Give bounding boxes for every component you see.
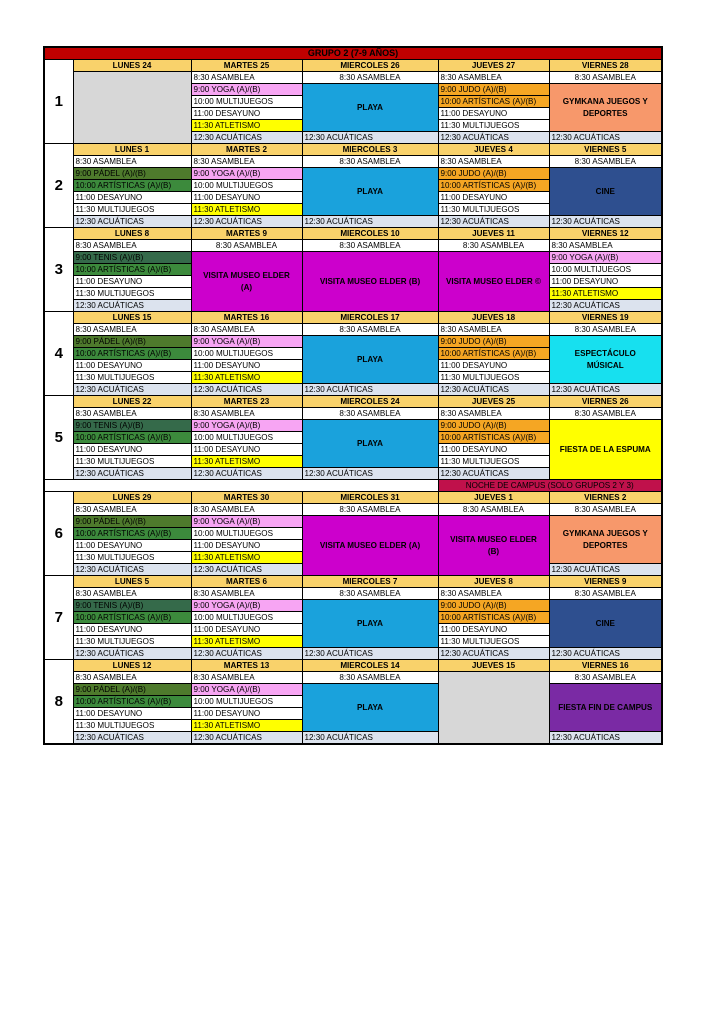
activity-slot: 8:30 ASAMBLEA (302, 588, 438, 600)
activity-slot: 10:00 ARTÍSTICAS (A)/(B) (73, 612, 191, 624)
activity-slot: 10:00 ARTÍSTICAS (A)/(B) (73, 264, 191, 276)
schedule-row (44, 240, 662, 252)
activity-slot: 11:00 DESAYUNO (191, 360, 302, 372)
schedule-row (44, 600, 662, 612)
day-header: MARTES 16 (191, 312, 302, 324)
activity-slot: 12:30 ACUÁTICAS (73, 564, 191, 576)
day-header: MIERCOLES 3 (302, 144, 438, 156)
day-header: LUNES 8 (73, 228, 191, 240)
day-header: LUNES 5 (73, 576, 191, 588)
day-header: MIERCOLES 14 (302, 660, 438, 672)
activity-slot: 9:00 PÁDEL (A)/(B) (73, 684, 191, 696)
empty-block (438, 672, 549, 745)
activity-slot: 9:00 TENIS (A)/(B) (73, 600, 191, 612)
activity-slot: 11:00 DESAYUNO (191, 108, 302, 120)
day-header: VIERNES 19 (549, 312, 662, 324)
activity-slot: 9:00 JUDO (A)/(B) (438, 420, 549, 432)
activity-slot: 11:30 ATLETISMO (549, 288, 662, 300)
day-header: JUEVES 25 (438, 396, 549, 408)
activity-slot: 8:30 ASAMBLEA (302, 240, 438, 252)
day-header: MARTES 9 (191, 228, 302, 240)
activity-slot: 8:30 ASAMBLEA (549, 672, 662, 684)
special-activity: PLAYA (302, 420, 438, 468)
activity-slot: 10:00 MULTIJUEGOS (191, 528, 302, 540)
day-header: JUEVES 15 (438, 660, 549, 672)
activity-slot: 8:30 ASAMBLEA (302, 504, 438, 516)
activity-slot: 11:30 ATLETISMO (191, 120, 302, 132)
activity-slot: 12:30 ACUÁTICAS (73, 732, 191, 745)
activity-slot: 11:00 DESAYUNO (73, 708, 191, 720)
activity-slot: 11:30 MULTIJUEGOS (438, 120, 549, 132)
special-activity: PLAYA (302, 336, 438, 384)
special-activity: PLAYA (302, 600, 438, 648)
day-header: LUNES 15 (73, 312, 191, 324)
activity-slot: 8:30 ASAMBLEA (191, 324, 302, 336)
special-activity: VISITA MUSEO ELDER (A) (191, 252, 302, 312)
activity-slot: 9:00 YOGA (A)/(B) (191, 684, 302, 696)
activity-slot: 8:30 ASAMBLEA (549, 240, 662, 252)
special-activity: PLAYA (302, 168, 438, 216)
schedule-row (44, 672, 662, 684)
activity-slot: 9:00 JUDO (A)/(B) (438, 84, 549, 96)
page-title: GRUPO 2 (7-9 AÑOS) (44, 47, 662, 60)
day-header: LUNES 12 (73, 660, 191, 672)
schedule-row (44, 408, 662, 420)
activity-slot: 11:30 MULTIJUEGOS (73, 456, 191, 468)
day-header: MARTES 30 (191, 492, 302, 504)
special-activity: CINE (549, 168, 662, 216)
activity-slot: 11:00 DESAYUNO (73, 276, 191, 288)
activity-slot: 8:30 ASAMBLEA (191, 672, 302, 684)
day-header: JUEVES 11 (438, 228, 549, 240)
activity-slot: 9:00 JUDO (A)/(B) (438, 336, 549, 348)
activity-slot: 9:00 YOGA (A)/(B) (191, 168, 302, 180)
day-header: MARTES 13 (191, 660, 302, 672)
activity-slot: 11:00 DESAYUNO (438, 360, 549, 372)
activity-slot: 10:00 ARTÍSTICAS (A)/(B) (438, 180, 549, 192)
activity-slot: 8:30 ASAMBLEA (73, 156, 191, 168)
special-activity: FIESTA FIN DE CAMPUS (549, 684, 662, 732)
activity-slot: 10:00 ARTÍSTICAS (A)/(B) (73, 528, 191, 540)
day-header: MARTES 23 (191, 396, 302, 408)
week-header-row (44, 576, 662, 588)
activity-slot: 9:00 YOGA (A)/(B) (191, 84, 302, 96)
title-row (44, 47, 662, 60)
schedule-row (44, 384, 662, 396)
day-header: MARTES 6 (191, 576, 302, 588)
activity-slot: 8:30 ASAMBLEA (73, 408, 191, 420)
activity-slot: 10:00 ARTÍSTICAS (A)/(B) (73, 696, 191, 708)
schedule-row (44, 252, 662, 264)
day-header: MIERCOLES 10 (302, 228, 438, 240)
schedule-row (44, 72, 662, 84)
activity-slot: 12:30 ACUÁTICAS (302, 384, 438, 396)
day-header: LUNES 24 (73, 60, 191, 72)
day-header: VIERNES 28 (549, 60, 662, 72)
day-header: LUNES 29 (73, 492, 191, 504)
day-header: JUEVES 27 (438, 60, 549, 72)
day-header: JUEVES 8 (438, 576, 549, 588)
activity-slot: 10:00 ARTÍSTICAS (A)/(B) (73, 348, 191, 360)
activity-slot: 12:30 ACUÁTICAS (191, 468, 302, 480)
activity-slot: 12:30 ACUÁTICAS (549, 300, 662, 312)
activity-slot: 8:30 ASAMBLEA (191, 240, 302, 252)
activity-slot: 9:00 PÁDEL (A)/(B) (73, 336, 191, 348)
activity-slot: 11:30 MULTIJUEGOS (73, 720, 191, 732)
schedule-row (44, 156, 662, 168)
activity-slot: 11:00 DESAYUNO (191, 540, 302, 552)
activity-slot: 10:00 ARTÍSTICAS (A)/(B) (438, 96, 549, 108)
schedule-row (44, 516, 662, 528)
activity-slot: 11:00 DESAYUNO (73, 360, 191, 372)
activity-slot: 9:00 TENIS (A)/(B) (73, 420, 191, 432)
activity-slot: 8:30 ASAMBLEA (302, 156, 438, 168)
activity-slot: 8:30 ASAMBLEA (191, 588, 302, 600)
activity-slot: 8:30 ASAMBLEA (549, 72, 662, 84)
activity-slot: 8:30 ASAMBLEA (191, 72, 302, 84)
activity-slot: 9:00 JUDO (A)/(B) (438, 600, 549, 612)
activity-slot: 10:00 MULTIJUEGOS (191, 180, 302, 192)
activity-slot: 11:00 DESAYUNO (438, 444, 549, 456)
activity-slot: 12:30 ACUÁTICAS (438, 132, 549, 144)
week-header-row (44, 228, 662, 240)
activity-slot: 10:00 ARTÍSTICAS (A)/(B) (73, 180, 191, 192)
week-header-row (44, 60, 662, 72)
activity-slot: 11:30 ATLETISMO (191, 636, 302, 648)
activity-slot: 8:30 ASAMBLEA (549, 504, 662, 516)
activity-slot: 11:30 ATLETISMO (191, 720, 302, 732)
activity-slot: 10:00 ARTÍSTICAS (A)/(B) (438, 348, 549, 360)
spacer (44, 480, 438, 492)
activity-slot: 11:00 DESAYUNO (73, 192, 191, 204)
activity-slot: 9:00 TENIS (A)/(B) (73, 252, 191, 264)
activity-slot: 8:30 ASAMBLEA (549, 588, 662, 600)
activity-slot: 8:30 ASAMBLEA (438, 72, 549, 84)
activity-slot: 8:30 ASAMBLEA (73, 504, 191, 516)
activity-slot: 12:30 ACUÁTICAS (549, 564, 662, 576)
activity-slot: 12:30 ACUÁTICAS (549, 216, 662, 228)
day-header: VIERNES 2 (549, 492, 662, 504)
activity-slot: 12:30 ACUÁTICAS (302, 132, 438, 144)
day-header: LUNES 1 (73, 144, 191, 156)
noche-campus-banner: NOCHE DE CAMPUS (SOLO GRUPOS 2 Y 3) (438, 480, 662, 492)
schedule-row (44, 336, 662, 348)
special-activity: FIESTA DE LA ESPUMA (549, 420, 662, 480)
activity-slot: 11:30 ATLETISMO (191, 204, 302, 216)
activity-slot: 10:00 ARTÍSTICAS (A)/(B) (438, 432, 549, 444)
activity-slot: 11:00 DESAYUNO (549, 276, 662, 288)
activity-slot: 11:30 MULTIJUEGOS (438, 372, 549, 384)
day-header: MIERCOLES 31 (302, 492, 438, 504)
week-number: 3 (44, 228, 73, 312)
activity-slot: 9:00 PÁDEL (A)/(B) (73, 168, 191, 180)
activity-slot: 12:30 ACUÁTICAS (438, 648, 549, 660)
day-header: VIERNES 26 (549, 396, 662, 408)
activity-slot: 10:00 MULTIJUEGOS (191, 432, 302, 444)
schedule-row (44, 684, 662, 696)
schedule-row (44, 420, 662, 432)
activity-slot: 10:00 MULTIJUEGOS (191, 348, 302, 360)
schedule-row (44, 504, 662, 516)
activity-slot: 12:30 ACUÁTICAS (191, 384, 302, 396)
activity-slot: 12:30 ACUÁTICAS (73, 468, 191, 480)
noche-row (44, 480, 662, 492)
special-activity: VISITA MUSEO ELDER (A) (302, 516, 438, 576)
activity-slot: 12:30 ACUÁTICAS (549, 732, 662, 745)
day-header: MARTES 2 (191, 144, 302, 156)
schedule-row (44, 324, 662, 336)
activity-slot: 11:00 DESAYUNO (438, 192, 549, 204)
day-header: MIERCOLES 17 (302, 312, 438, 324)
week-header-row (44, 312, 662, 324)
activity-slot: 11:30 ATLETISMO (191, 552, 302, 564)
schedule-row (44, 648, 662, 660)
week-number: 7 (44, 576, 73, 660)
week-number: 6 (44, 492, 73, 576)
week-header-row (44, 144, 662, 156)
day-header: VIERNES 9 (549, 576, 662, 588)
week-number: 8 (44, 660, 73, 745)
activity-slot: 12:30 ACUÁTICAS (549, 648, 662, 660)
activity-slot: 12:30 ACUÁTICAS (191, 132, 302, 144)
activity-slot: 12:30 ACUÁTICAS (302, 216, 438, 228)
schedule-table (43, 46, 663, 745)
activity-slot: 8:30 ASAMBLEA (73, 324, 191, 336)
activity-slot: 12:30 ACUÁTICAS (73, 300, 191, 312)
activity-slot: 9:00 YOGA (A)/(B) (549, 252, 662, 264)
activity-slot: 10:00 ARTÍSTICAS (A)/(B) (438, 612, 549, 624)
activity-slot: 11:30 MULTIJUEGOS (73, 204, 191, 216)
activity-slot: 9:00 JUDO (A)/(B) (438, 168, 549, 180)
week-number: 4 (44, 312, 73, 396)
activity-slot: 11:30 MULTIJUEGOS (73, 288, 191, 300)
activity-slot: 11:00 DESAYUNO (438, 624, 549, 636)
activity-slot: 9:00 YOGA (A)/(B) (191, 336, 302, 348)
activity-slot: 12:30 ACUÁTICAS (73, 216, 191, 228)
activity-slot: 8:30 ASAMBLEA (73, 672, 191, 684)
activity-slot: 11:30 MULTIJUEGOS (438, 204, 549, 216)
activity-slot: 12:30 ACUÁTICAS (191, 216, 302, 228)
activity-slot: 8:30 ASAMBLEA (302, 672, 438, 684)
schedule-row (44, 588, 662, 600)
special-activity: VISITA MUSEO ELDER © (438, 252, 549, 312)
activity-slot: 11:30 MULTIJUEGOS (438, 456, 549, 468)
activity-slot: 9:00 YOGA (A)/(B) (191, 516, 302, 528)
activity-slot: 12:30 ACUÁTICAS (438, 216, 549, 228)
activity-slot: 8:30 ASAMBLEA (438, 156, 549, 168)
special-activity: PLAYA (302, 84, 438, 132)
week-header-row (44, 492, 662, 504)
day-header: JUEVES 18 (438, 312, 549, 324)
activity-slot: 8:30 ASAMBLEA (302, 72, 438, 84)
activity-slot: 8:30 ASAMBLEA (438, 240, 549, 252)
empty-block (73, 72, 191, 144)
activity-slot: 11:30 ATLETISMO (191, 372, 302, 384)
activity-slot: 9:00 PÁDEL (A)/(B) (73, 516, 191, 528)
activity-slot: 10:00 ARTÍSTICAS (A)/(B) (73, 432, 191, 444)
activity-slot: 11:30 MULTIJUEGOS (73, 552, 191, 564)
activity-slot: 8:30 ASAMBLEA (302, 324, 438, 336)
activity-slot: 12:30 ACUÁTICAS (302, 648, 438, 660)
activity-slot: 12:30 ACUÁTICAS (302, 732, 438, 745)
activity-slot: 11:30 MULTIJUEGOS (73, 636, 191, 648)
day-header: MIERCOLES 26 (302, 60, 438, 72)
activity-slot: 8:30 ASAMBLEA (549, 408, 662, 420)
activity-slot: 8:30 ASAMBLEA (302, 408, 438, 420)
activity-slot: 11:30 MULTIJUEGOS (73, 372, 191, 384)
day-header: VIERNES 5 (549, 144, 662, 156)
activity-slot: 11:00 DESAYUNO (191, 624, 302, 636)
activity-slot: 8:30 ASAMBLEA (549, 324, 662, 336)
special-activity: VISITA MUSEO ELDER (B) (438, 516, 549, 576)
day-header: JUEVES 4 (438, 144, 549, 156)
activity-slot: 11:00 DESAYUNO (438, 108, 549, 120)
activity-slot: 10:00 MULTIJUEGOS (191, 96, 302, 108)
day-header: JUEVES 1 (438, 492, 549, 504)
activity-slot: 8:30 ASAMBLEA (438, 504, 549, 516)
day-header: VIERNES 12 (549, 228, 662, 240)
activity-slot: 11:00 DESAYUNO (73, 444, 191, 456)
day-header: MIERCOLES 24 (302, 396, 438, 408)
day-header: MIERCOLES 7 (302, 576, 438, 588)
schedule-row (44, 732, 662, 745)
day-header: LUNES 22 (73, 396, 191, 408)
activity-slot: 12:30 ACUÁTICAS (302, 468, 438, 480)
special-activity: VISITA MUSEO ELDER (B) (302, 252, 438, 312)
activity-slot: 8:30 ASAMBLEA (191, 504, 302, 516)
activity-slot: 11:00 DESAYUNO (73, 624, 191, 636)
special-activity: PLAYA (302, 684, 438, 732)
activity-slot: 9:00 YOGA (A)/(B) (191, 600, 302, 612)
special-activity: GYMKANA JUEGOS Y DEPORTES (549, 516, 662, 564)
activity-slot: 8:30 ASAMBLEA (549, 156, 662, 168)
activity-slot: 8:30 ASAMBLEA (73, 588, 191, 600)
schedule-row (44, 216, 662, 228)
day-header: VIERNES 16 (549, 660, 662, 672)
special-activity: GYMKANA JUEGOS Y DEPORTES (549, 84, 662, 132)
activity-slot: 12:30 ACUÁTICAS (438, 468, 549, 480)
day-header: MARTES 25 (191, 60, 302, 72)
activity-slot: 12:30 ACUÁTICAS (549, 132, 662, 144)
activity-slot: 10:00 MULTIJUEGOS (191, 612, 302, 624)
special-activity: ESPECTÁCULO MÚSICAL (549, 336, 662, 384)
activity-slot: 10:00 MULTIJUEGOS (191, 696, 302, 708)
activity-slot: 11:00 DESAYUNO (191, 444, 302, 456)
activity-slot: 11:00 DESAYUNO (73, 540, 191, 552)
activity-slot: 8:30 ASAMBLEA (191, 408, 302, 420)
special-activity: CINE (549, 600, 662, 648)
activity-slot: 8:30 ASAMBLEA (438, 408, 549, 420)
activity-slot: 8:30 ASAMBLEA (191, 156, 302, 168)
activity-slot: 8:30 ASAMBLEA (438, 588, 549, 600)
activity-slot: 11:30 ATLETISMO (191, 456, 302, 468)
activity-slot: 12:30 ACUÁTICAS (191, 732, 302, 745)
activity-slot: 11:30 MULTIJUEGOS (438, 636, 549, 648)
activity-slot: 8:30 ASAMBLEA (73, 240, 191, 252)
activity-slot: 12:30 ACUÁTICAS (191, 564, 302, 576)
week-header-row (44, 396, 662, 408)
activity-slot: 9:00 YOGA (A)/(B) (191, 420, 302, 432)
activity-slot: 12:30 ACUÁTICAS (73, 648, 191, 660)
activity-slot: 12:30 ACUÁTICAS (191, 648, 302, 660)
activity-slot: 8:30 ASAMBLEA (438, 324, 549, 336)
schedule-row (44, 168, 662, 180)
week-number: 1 (44, 60, 73, 144)
activity-slot: 10:00 MULTIJUEGOS (549, 264, 662, 276)
activity-slot: 11:00 DESAYUNO (191, 708, 302, 720)
activity-slot: 12:30 ACUÁTICAS (73, 384, 191, 396)
activity-slot: 12:30 ACUÁTICAS (549, 384, 662, 396)
week-number: 2 (44, 144, 73, 228)
activity-slot: 12:30 ACUÁTICAS (438, 384, 549, 396)
week-header-row (44, 660, 662, 672)
activity-slot: 11:00 DESAYUNO (191, 192, 302, 204)
week-number: 5 (44, 396, 73, 480)
